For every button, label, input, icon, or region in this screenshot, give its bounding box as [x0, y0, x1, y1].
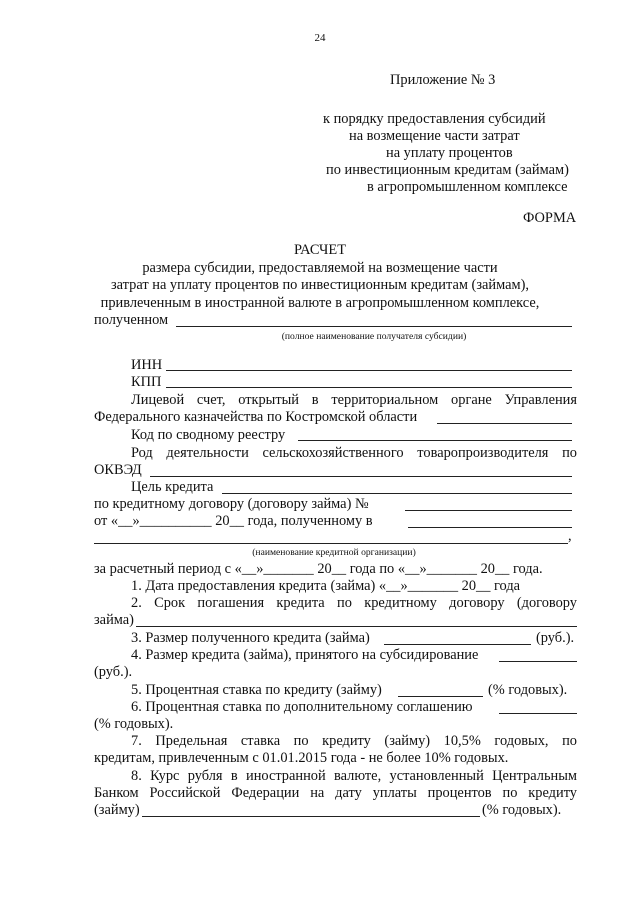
bank-line-comma: ,	[568, 528, 572, 544]
item-8-line-2: Банком Российской Федерации на дату уплаты процентов по кредиту	[94, 785, 577, 801]
item-3-unit: (руб.).	[536, 630, 575, 646]
form-label: ФОРМА	[523, 210, 577, 226]
item-6-line	[499, 713, 577, 714]
from-date-label: от «__»__________ 20__ года, полученному в	[94, 513, 373, 529]
item-2-line	[136, 626, 577, 627]
account-line-2: Федерального казначейства по Костромской области	[94, 409, 418, 425]
appendix-line-4: по инвестиционным кредитам (займам)	[326, 162, 569, 178]
agreement-label: по кредитному договору (договору займа) №	[94, 496, 369, 512]
item-8-line-3-label: (займу)	[94, 802, 140, 818]
account-line-1: Лицевой счет, открытый в территориальном органе Управления	[131, 392, 577, 408]
bank-hint: (наименование кредитной организации)	[252, 547, 416, 558]
page-number: 24	[314, 32, 326, 44]
item-4-line-1: 4. Размер кредита (займа), принятого на субсидирование	[131, 647, 479, 663]
okved-label: ОКВЭД	[94, 462, 142, 478]
item-2-line-2: займа)	[94, 612, 134, 628]
item-2-line-1: 2. Срок погашения кредита по кредитному договору (договору	[131, 595, 577, 611]
bank-line-1	[408, 527, 572, 528]
item-8-line-3-unit: (% годовых).	[482, 802, 562, 818]
account-line	[437, 423, 572, 424]
item-5-line	[398, 696, 483, 697]
credit-purpose-label: Цель кредита	[131, 479, 214, 495]
activity-line-1: Род деятельности сельскохозяйственного товаропроизводителя по	[131, 445, 577, 461]
appendix-line-1: к порядку предоставления субсидий	[323, 111, 546, 127]
item-7-line-1: 7. Предельная ставка по кредиту (займу) 10,5% годовых, по	[131, 733, 577, 749]
item-7-line-2: кредитам, привлеченным с 01.01.2015 года - не более 10% годовых.	[94, 750, 509, 766]
item-4-line-2: (руб.).	[94, 664, 133, 680]
item-3-line	[384, 644, 531, 645]
registry-code-label: Код по сводному реестру	[131, 427, 286, 443]
item-1: 1. Дата предоставления кредита (займа) «__»_______ 20__ года	[131, 578, 521, 594]
credit-purpose-line	[222, 493, 572, 494]
heading-title: РАСЧЕТ	[293, 242, 346, 258]
kpp-line	[166, 387, 572, 388]
heading-line-1: размера субсидии, предоставляемой на возмещение части	[142, 260, 498, 276]
recipient-hint: (полное наименование получателя субсидии)	[281, 331, 467, 342]
appendix-line-2: на возмещение части затрат	[349, 128, 520, 144]
item-6-line-2: (% годовых).	[94, 716, 174, 732]
recipient-line	[176, 326, 572, 327]
item-6-line-1: 6. Процентная ставка по дополнительному соглашению	[131, 699, 473, 715]
heading-line-3: привлеченным в иностранной валюте в агропромышленном комплексе,	[100, 295, 540, 311]
item-5-label: 5. Процентная ставка по кредиту (займу)	[131, 682, 382, 698]
item-3-label: 3. Размер полученного кредита (займа)	[131, 630, 370, 646]
appendix-line-3: на уплату процентов	[386, 145, 513, 161]
inn-line	[166, 370, 572, 371]
kpp-label: КПП	[131, 374, 162, 390]
item-5-unit: (% годовых).	[488, 682, 568, 698]
appendix-line-5: в агропромышленном комплексе	[367, 179, 568, 195]
registry-code-line	[298, 440, 572, 441]
okved-line	[150, 476, 572, 477]
item-8-line-1: 8. Курс рубля в иностранной валюте, установленный Центральным	[131, 768, 577, 784]
appendix-title: Приложение № 3	[390, 72, 496, 88]
bank-line-2	[94, 543, 568, 544]
inn-label: ИНН	[131, 357, 163, 373]
item-4-line	[499, 661, 577, 662]
item-8-line	[142, 816, 480, 817]
heading-line-4: полученном	[94, 312, 169, 328]
period-label: за расчетный период с «__»_______ 20__ года по «__»_______ 20__ года.	[94, 561, 543, 577]
heading-line-2: затрат на уплату процентов по инвестиционным кредитам (займам),	[110, 277, 530, 293]
agreement-line	[405, 510, 572, 511]
